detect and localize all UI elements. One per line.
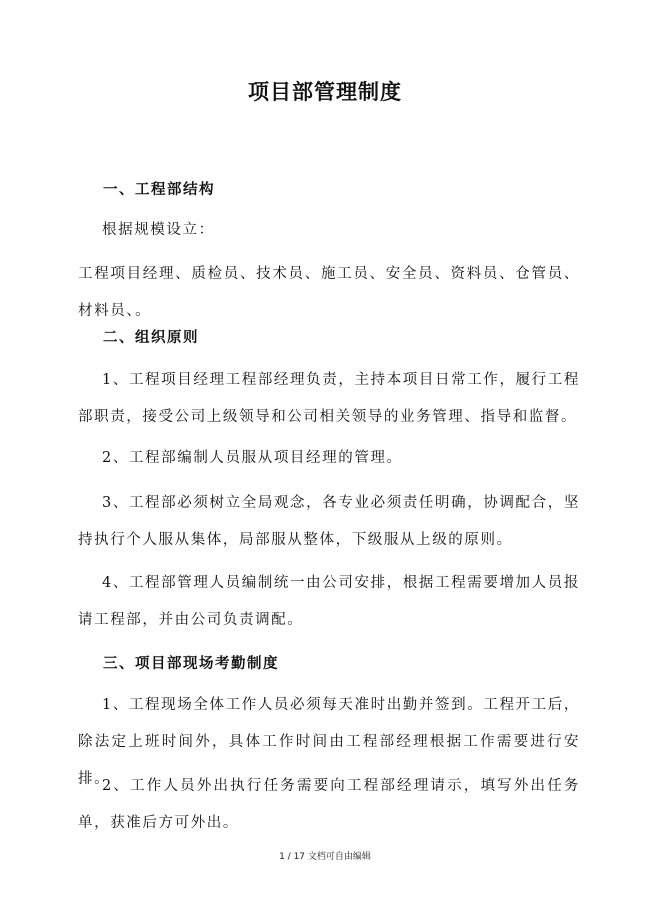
- paragraph-principle-4: 4、工程部管理人员编制统一由公司安排，根据工程需要增加人员报请工程部，并由公司负责调配。: [78, 575, 580, 628]
- page-footer: 1 / 17 文档可自由编辑: [279, 852, 371, 862]
- section-heading-attendance: 三、项目部现场考勤制度: [103, 656, 279, 672]
- paragraph-structure-intro: 根据规模设立：: [102, 222, 215, 238]
- paragraph-principle-2: 2、工程部编制人员服从项目经理的管理。: [102, 450, 403, 466]
- section-heading-structure: 一、工程部结构: [103, 182, 215, 198]
- paragraph-structure-roles: 工程项目经理、质检员、技术员、施工员、安全员、资料员、仓管员、材料员、。: [78, 266, 580, 319]
- document-title: 项目部管理制度: [248, 80, 402, 104]
- section-heading-principles: 二、组织原则: [103, 330, 199, 346]
- paragraph-principle-3: 3、工程部必须树立全局观念，各专业必须责任明确，协调配合，坚持执行个人服从集体，局部服从整体，下级服从上级的原则。: [78, 495, 580, 548]
- paragraph-principle-1: 1、工程项目经理工程部经理负责，主持本项目日常工作，履行工程部职责，接受公司上级领导和公司相关领导的业务管理、指导和监督。: [78, 372, 580, 425]
- paragraph-attendance-1: 1、工程现场全体工作人员必须每天准时出勤并签到。工程开工后，除法定上班时间外，具体工作时间由工程部经理根据工作需要进行安排。: [78, 697, 580, 787]
- paragraph-attendance-2: 2、工作人员外出执行任务需要向工程部经理请示，填写外出任务单，获准后方可外出。: [78, 778, 580, 831]
